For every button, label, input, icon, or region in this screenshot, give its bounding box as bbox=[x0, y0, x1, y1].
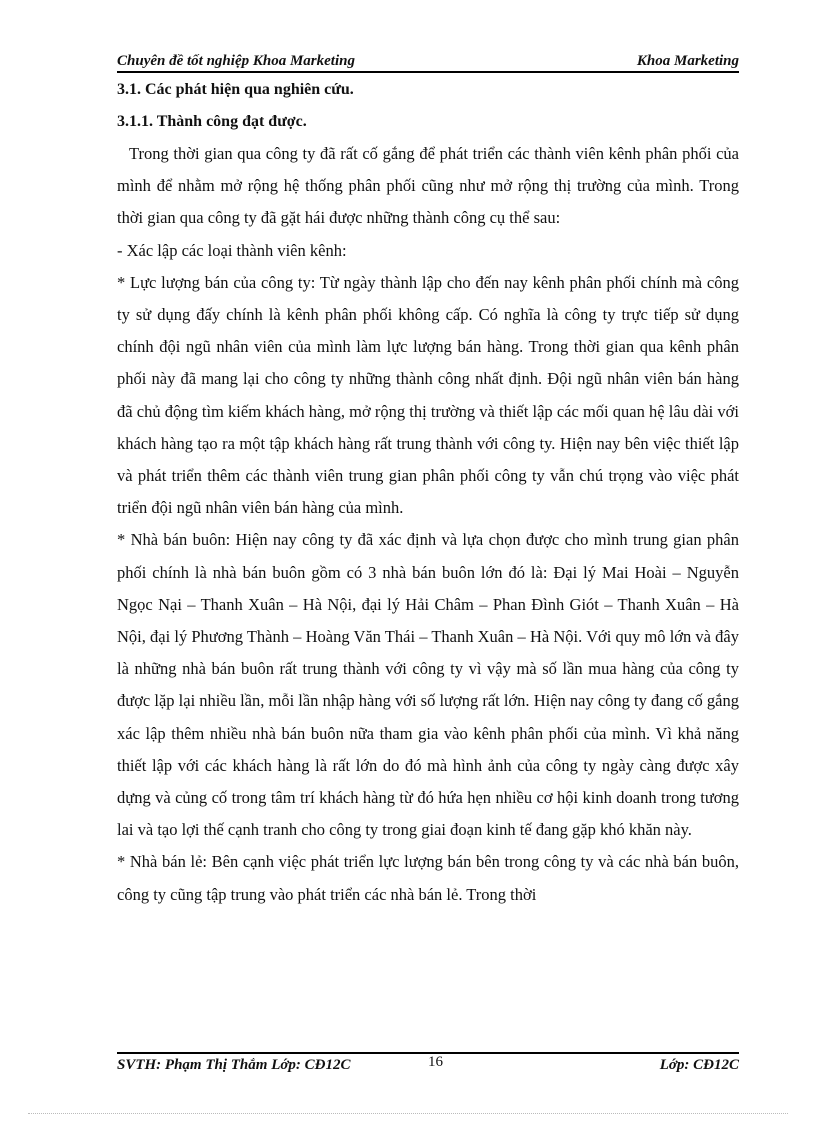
footer-left-text: SVTH: Phạm Thị Thắm Lớp: CĐ12C bbox=[117, 1057, 351, 1073]
page-number: 16 bbox=[428, 1054, 443, 1070]
paragraph-member-types: - Xác lập các loại thành viên kênh: bbox=[117, 240, 347, 260]
paragraph-wholesalers: * Nhà bán buôn: Hiện nay công ty đã xác định và lựa chọn được cho mình trung gian phân phối chính là nhà bán buôn gồm có 3 nhà bán buôn lớn đó là: Đại lý Mai Hoài – Nguyễn Ngọc Nại – Thanh Xuân – Hà Nội, đại lý Hải Châm – Phan Đình Giót – Thanh Xuân – Hà Nội, đại lý Phương Thành – Hoàng Văn Thái – Thanh Xuân – Hà Nội. Với quy mô lớn và đây là những nhà bán buôn rất trung thành với công ty vì vậy mà số lần mua hàng của công ty được lặp lại nhiều lần, mỗi lần nhập hàng với số lượng rất lớn. Hiện nay công ty đang cố gắng xác lập thêm nhiều nhà bán buôn nữa tham gia vào kênh phân phối của mình. Vì khả năng thiết lập với các khách hàng là rất lớn do đó mà hình ảnh của công ty ngày càng được xây dựng và củng cố trong tâm trí khách hàng từ đó hứa hẹn nhiều cơ hội kinh doanh trong tương lai và tạo lợi thế cạnh tranh cho công ty trong giai đoạn kinh tế đang gặp khó khăn này. bbox=[117, 530, 739, 840]
paragraph-sales-force: * Lực lượng bán của công ty: Từ ngày thành lập cho đến nay kênh phân phối chính mà công ty sử dụng đấy chính là kênh phân phối không cấp. Có nghĩa là công ty trực tiếp sử dụng chính đội ngũ nhân viên của mình làm lực lượng bán hàng. Trong thời gian qua kênh phân phối này đã mang lại cho công ty những thành công nhất định. Đội ngũ nhân viên bán hàng đã chủ động tìm kiếm khách hàng, mở rộng thị trường và thiết lập các mối quan hệ lâu dài với khách hàng tạo ra một tập khách hàng rất trung thành với công ty. Hiện nay bên việc thiết lập và phát triển thêm các thành viên trung gian phân phối công ty vẫn chú trọng vào việc phát triển đội ngũ nhân viên bán hàng của mình. bbox=[117, 272, 739, 518]
section-heading: 3.1. Các phát hiện qua nghiên cứu. bbox=[117, 81, 354, 98]
header-right-text: Khoa Marketing bbox=[636, 53, 739, 69]
paragraph-intro: Trong thời gian qua công ty đã rất cố gắng để phát triển các thành viên kênh phân phối của mình để nhằm mở rộng hệ thống phân phối cũng như mở rộng thị trường của mình. Trong thời gian qua công ty đã gặt hái được những thành công cụ thể sau: bbox=[117, 144, 739, 228]
page-header bbox=[117, 48, 739, 73]
page-bottom-divider bbox=[28, 1113, 788, 1114]
footer-right-text: Lớp: CĐ12C bbox=[659, 1057, 739, 1073]
page-content bbox=[117, 74, 739, 911]
paragraph-retailers: * Nhà bán lẻ: Bên cạnh việc phát triển lực lượng bán bên trong công ty và các nhà bán buôn, công ty cũng tập trung vào phát triển các nhà bán lẻ. Trong thời bbox=[117, 852, 739, 904]
header-left-text: Chuyên đề tốt nghiệp Khoa Marketing bbox=[117, 53, 355, 69]
subsection-heading: 3.1.1. Thành công đạt được. bbox=[117, 113, 307, 130]
